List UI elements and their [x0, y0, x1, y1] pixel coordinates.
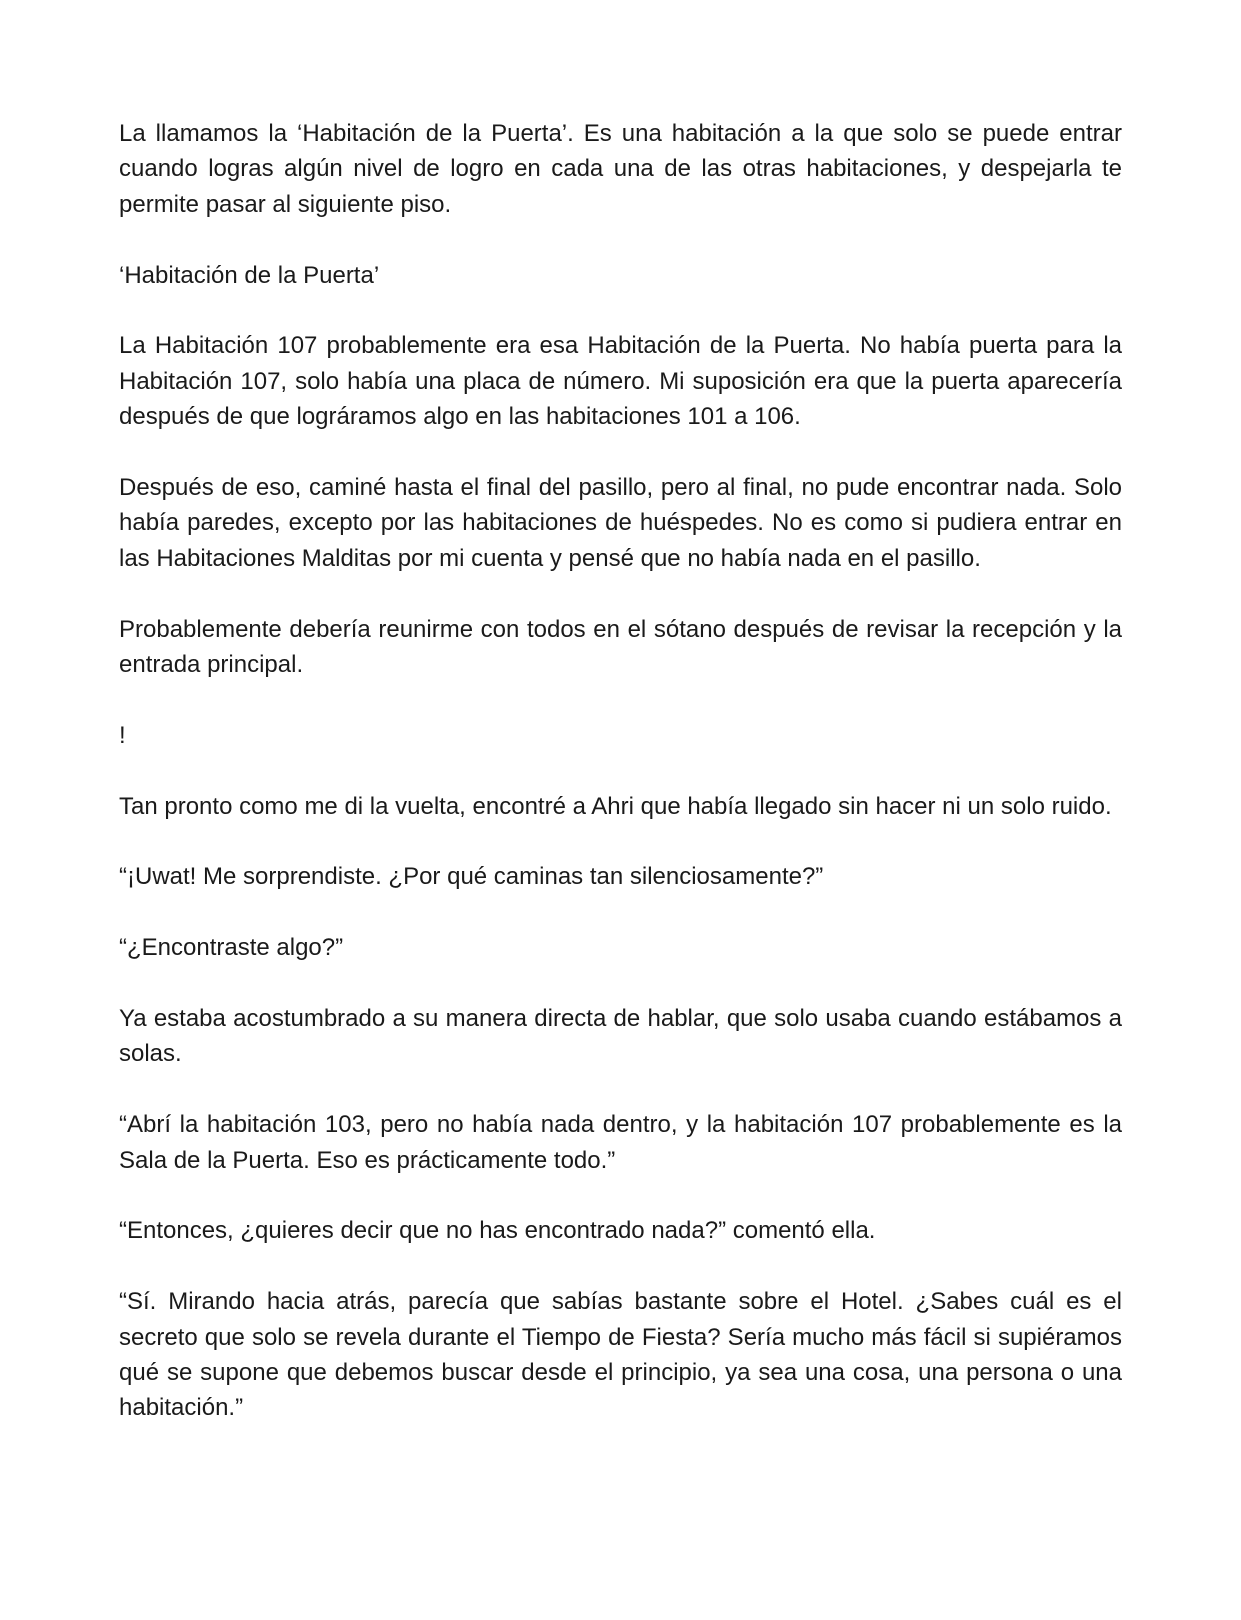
paragraph-7: Tan pronto como me di la vuelta, encontré a Ahri que había llegado sin hacer ni un solo ruido. — [119, 792, 1112, 820]
paragraph-2: ‘Habitación de la Puerta’ — [119, 261, 380, 289]
paragraph-5: Probablemente debería reunirme con todos en el sótano después de revisar la recepción y la entrada principal. — [119, 615, 1122, 679]
paragraph-8: “¡Uwat! Me sorprendiste. ¿Por qué caminas tan silenciosamente?” — [119, 863, 824, 891]
paragraph-10: Ya estaba acostumbrado a su manera directa de hablar, que solo usaba cuando estábamos a solas. — [119, 1005, 1122, 1068]
paragraph-1: La llamamos la ‘Habitación de la Puerta’. Es una habitación a la que solo se puede entrar cuando logras algún nivel de logro en cada una de las otras habitaciones, y despejarla te permite pasar al siguiente piso. — [119, 120, 1122, 218]
paragraph-4: Después de eso, caminé hasta el final del pasillo, pero al final, no pude encontrar nada. Solo había paredes, excepto por las habitaciones de huéspedes. No es como si pudiera entrar en las Habitaciones Malditas por mi cuenta y pensé que no había nada en el pasillo. — [119, 474, 1122, 572]
paragraph-13: “Sí. Mirando hacia atrás, parecía que sabías bastante sobre el Hotel. ¿Sabes cuál es el secreto que solo se revela durante el Tiempo de Fiesta? Sería mucho más fácil si supiéramos qué se supone que debemos buscar desde el principio, ya sea una cosa, una persona o una habitación.” — [119, 1288, 1122, 1422]
paragraph-12: “Entonces, ¿quieres decir que no has encontrado nada?” comentó ella. — [119, 1217, 876, 1245]
paragraph-6: ! — [119, 721, 126, 749]
paragraph-11: “Abrí la habitación 103, pero no había nada dentro, y la habitación 107 probablemente es la Sala de la Puerta. Eso es prácticamente todo.” — [119, 1111, 1122, 1174]
document-body — [119, 116, 1122, 1461]
paragraph-3: La Habitación 107 probablemente era esa Habitación de la Puerta. No había puerta para la Habitación 107, solo había una placa de número. Mi suposición era que la puerta aparecería después de que lográramos algo en las habitaciones 101 a 106. — [119, 332, 1122, 431]
paragraph-9: “¿Encontraste algo?” — [119, 934, 344, 962]
